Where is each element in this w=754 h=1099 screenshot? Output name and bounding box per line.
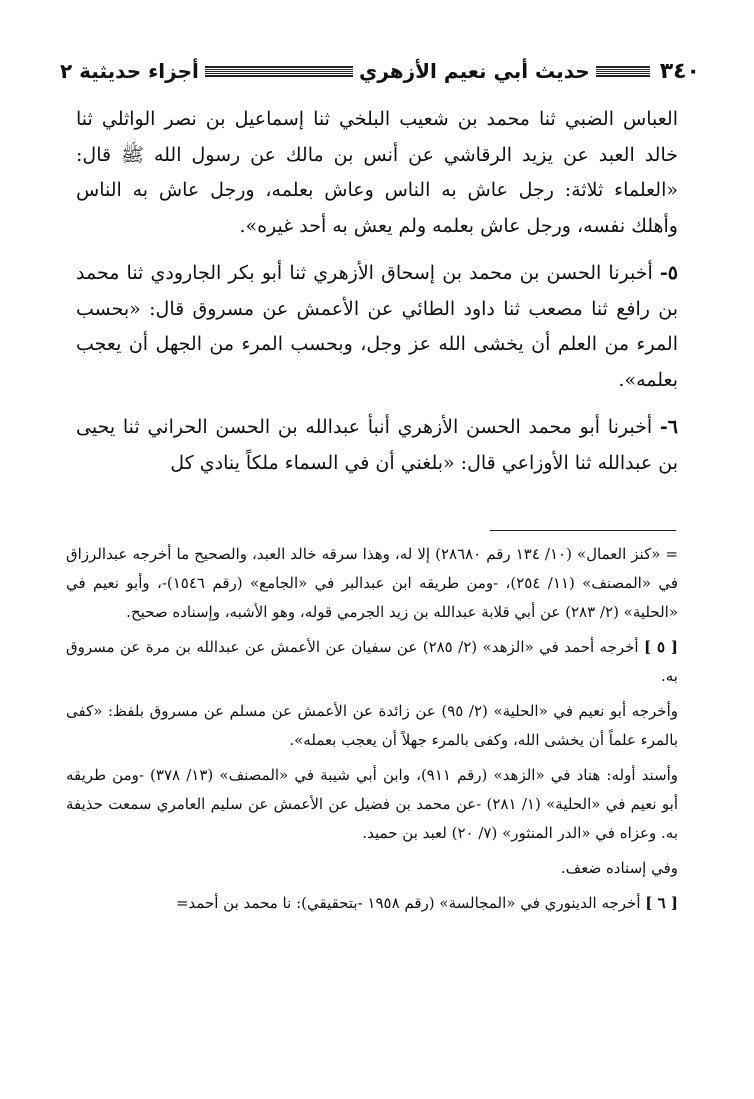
footnote-ref-number: [ ٥ ]	[644, 638, 678, 656]
part-title: أجزاء حديثية ٢	[60, 59, 199, 83]
header-ornament-rule	[205, 66, 353, 77]
footnote	[66, 633, 678, 691]
main-paragraph	[76, 256, 678, 398]
footnote	[66, 854, 678, 883]
page-number: ٣٤٠	[659, 58, 700, 84]
footnote-ref-number: [ ٦ ]	[645, 894, 678, 912]
footnote	[66, 761, 678, 848]
hadith-text: العباس الضبي ثنا محمد بن شعيب البلخي ثنا إسماعيل بن نصر الواثلي ثنا خالد العبد عن يزيد الرقاشي عن أنس بن مالك عن رسول الله ﷺ قال: «العلماء ثلاثة: رجل عاش به الناس وعاش بعلمه، ورجل عاش به الناس وأهلك نفسه، ورجل عاش بعلمه ولم يعش به أحد غيره».	[76, 108, 678, 237]
footnote-text: وفي إسناده ضعف.	[560, 859, 678, 877]
main-text	[76, 102, 678, 493]
book-title: حديث أبي نعيم الأزهري	[359, 59, 590, 83]
hadith-text: أخبرنا الحسن بن محمد بن إسحاق الأزهري ثنا أبو بكر الجارودي ثنا محمد بن رافع ثنا مصعب ثنا داود الطائي عن الأعمش عن مسروق قال: «بحسب المرء من العلم أن يخشى الله عز وجل، وبحسب المرء من الجهل أن يعجب بعلمه».	[76, 262, 678, 391]
footnote	[66, 697, 678, 755]
hadith-number: ٦-	[659, 416, 678, 438]
hadith-text: أخبرنا أبو محمد الحسن الأزهري أنبأ عبدالله بن الحسن الحراني ثنا يحيى بن عبدالله ثنا الأوزاعي قال: «بلغني أن في السماء ملكاً ينادي كل	[76, 416, 678, 474]
page-header	[60, 54, 700, 88]
footnotes	[66, 540, 678, 924]
main-paragraph	[76, 410, 678, 481]
header-ornament-rule	[596, 66, 650, 77]
footnote	[66, 889, 678, 918]
footnote-text: = «كنز العمال» (١٠/ ١٣٤ رقم ٢٨٦٨٠) إلا له، وهذا سرقه خالد العبد، والصحيح ما أخرجه عبدالرزاق في «المصنف» (١١/ ٢٥٤)، -ومن طريقه ابن عبدالبر في «الجامع» (رقم ١٥٤٦)-، وأبو نعيم في «الحلية» (٢/ ٢٨٣) عن أبي قلابة عبدالله بن زيد الجرمي قوله، وهو الأشبه، وإسناده صحيح.	[66, 545, 679, 621]
footnote-text: أخرجه الدينوري في «المجالسة» (رقم ١٩٥٨ -بتحقيقي): نا محمد بن أحمد=	[175, 894, 641, 912]
footnote-separator	[490, 530, 676, 531]
footnote-text: وأخرجه أبو نعيم في «الحلية» (٢/ ٩٥) عن زائدة عن الأعمش عن مسلم عن مسروق بلفظ: «كفى بالمرء علماً أن يخشى الله، وكفى بالمرء جهلاً أن يعجب بعمله».	[66, 702, 678, 749]
hadith-number: ٥-	[659, 262, 678, 284]
footnote	[66, 540, 678, 627]
footnote-text: وأسند أوله: هناد في «الزهد» (رقم ٩١١)، وابن أبي شيبة في «المصنف» (١٣/ ٣٧٨) -ومن طريقه أبو نعيم في «الحلية» (١/ ٢٨١) -عن محمد بن فضيل عن الأعمش عن سليم العامري سمعت حذيفة به. وعزاه في «الدر المنثور» (٧/ ٢٠) لعبد بن حميد.	[66, 766, 679, 842]
footnote-text: أخرجه أحمد في «الزهد» (٢/ ٢٨٥) عن سفيان عن الأعمش عن عبدالله بن مرة عن مسروق به.	[66, 638, 678, 685]
main-paragraph	[76, 102, 678, 244]
